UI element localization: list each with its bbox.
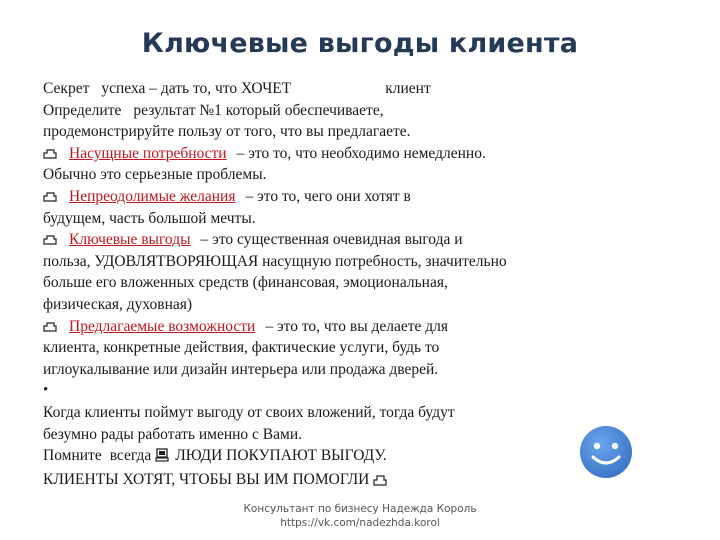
term-needs: Насущные потребности [69,144,227,162]
text-line: больше его вложенных средств (финансовая, эмоциональная, [43,274,448,292]
text-fragment: – это то, что вы делаете для [265,317,449,335]
text-fragment: – это то, чего они хотят в [245,187,411,205]
bullet-item-desires [43,186,643,208]
text-line: продемонстрируйте пользу от того, что вы предлагаете. [43,123,411,141]
pointing-hand-icon [373,471,387,493]
term-desires: Непреодолимые желания [69,187,236,205]
pointing-hand-icon [43,191,57,202]
smiley-face-icon [578,424,634,480]
computer-icon [155,447,169,469]
text-fragment: результат №1 который обеспечиваете, [133,101,384,119]
text-line: Обычно это серьезные проблемы. [43,166,267,184]
text-line: физическая, духовная) [43,295,193,313]
text-fragment: КЛИЕНТЫ ХОТЯТ, ЧТОБЫ ВЫ ИМ ПОМОГЛИ [43,470,370,488]
text-fragment: ЛЮДИ ПОКУПАЮТ ВЫГОДУ. [175,447,387,465]
text-fragment: клиент [385,80,431,97]
text-fragment: – это то, что необходимо немедленно. [236,144,486,162]
text-line: клиента, конкретные действия, фактические услуги, будь то [43,339,440,357]
text-line: Когда клиенты поймут выгоду от своих вложений, тогда будут [43,403,455,421]
text-fragment: – это существенная очевидная выгода и [200,231,463,249]
text-line [43,78,643,100]
bullet-item-benefits [43,229,643,251]
text-line: безумно рады работать именно с Вами. [43,425,302,443]
footer [0,502,720,530]
term-offers: Предлагаемые возможности [69,317,256,335]
text-fragment: успеха – дать то, что ХОЧЕТ [101,80,292,97]
footer-author: Консультант по бизнесу Надежда Король [243,503,477,515]
term-benefits: Ключевые выгоды [69,231,191,249]
text-line: будущем, часть большой мечты. [43,209,256,227]
text-line [43,469,643,493]
slide-title: Ключевые выгоды клиента [141,28,579,59]
footer-link[interactable]: https://vk.com/nadezhda.korol [280,517,440,529]
bullet-dot: • [43,382,49,399]
text-line [43,100,643,122]
text-line: польза, УДОВЛЯТВОРЯЮЩАЯ насущную потребность, значительно [43,252,507,270]
bullet-item-offers [43,316,643,338]
pointing-hand-icon [43,148,57,159]
text-fragment: Секрет [43,80,90,97]
text-fragment: Определите [43,101,122,119]
text-fragment: всегда [109,447,152,465]
pointing-hand-icon [43,234,57,245]
bullet-item-needs [43,143,643,165]
slide-body [43,78,643,492]
text-line [43,445,643,469]
pointing-hand-icon [43,321,57,332]
text-line: иглоукалывание или дизайн интерьера или продажа дверей. [43,360,439,378]
text-fragment: Помните [43,447,102,465]
